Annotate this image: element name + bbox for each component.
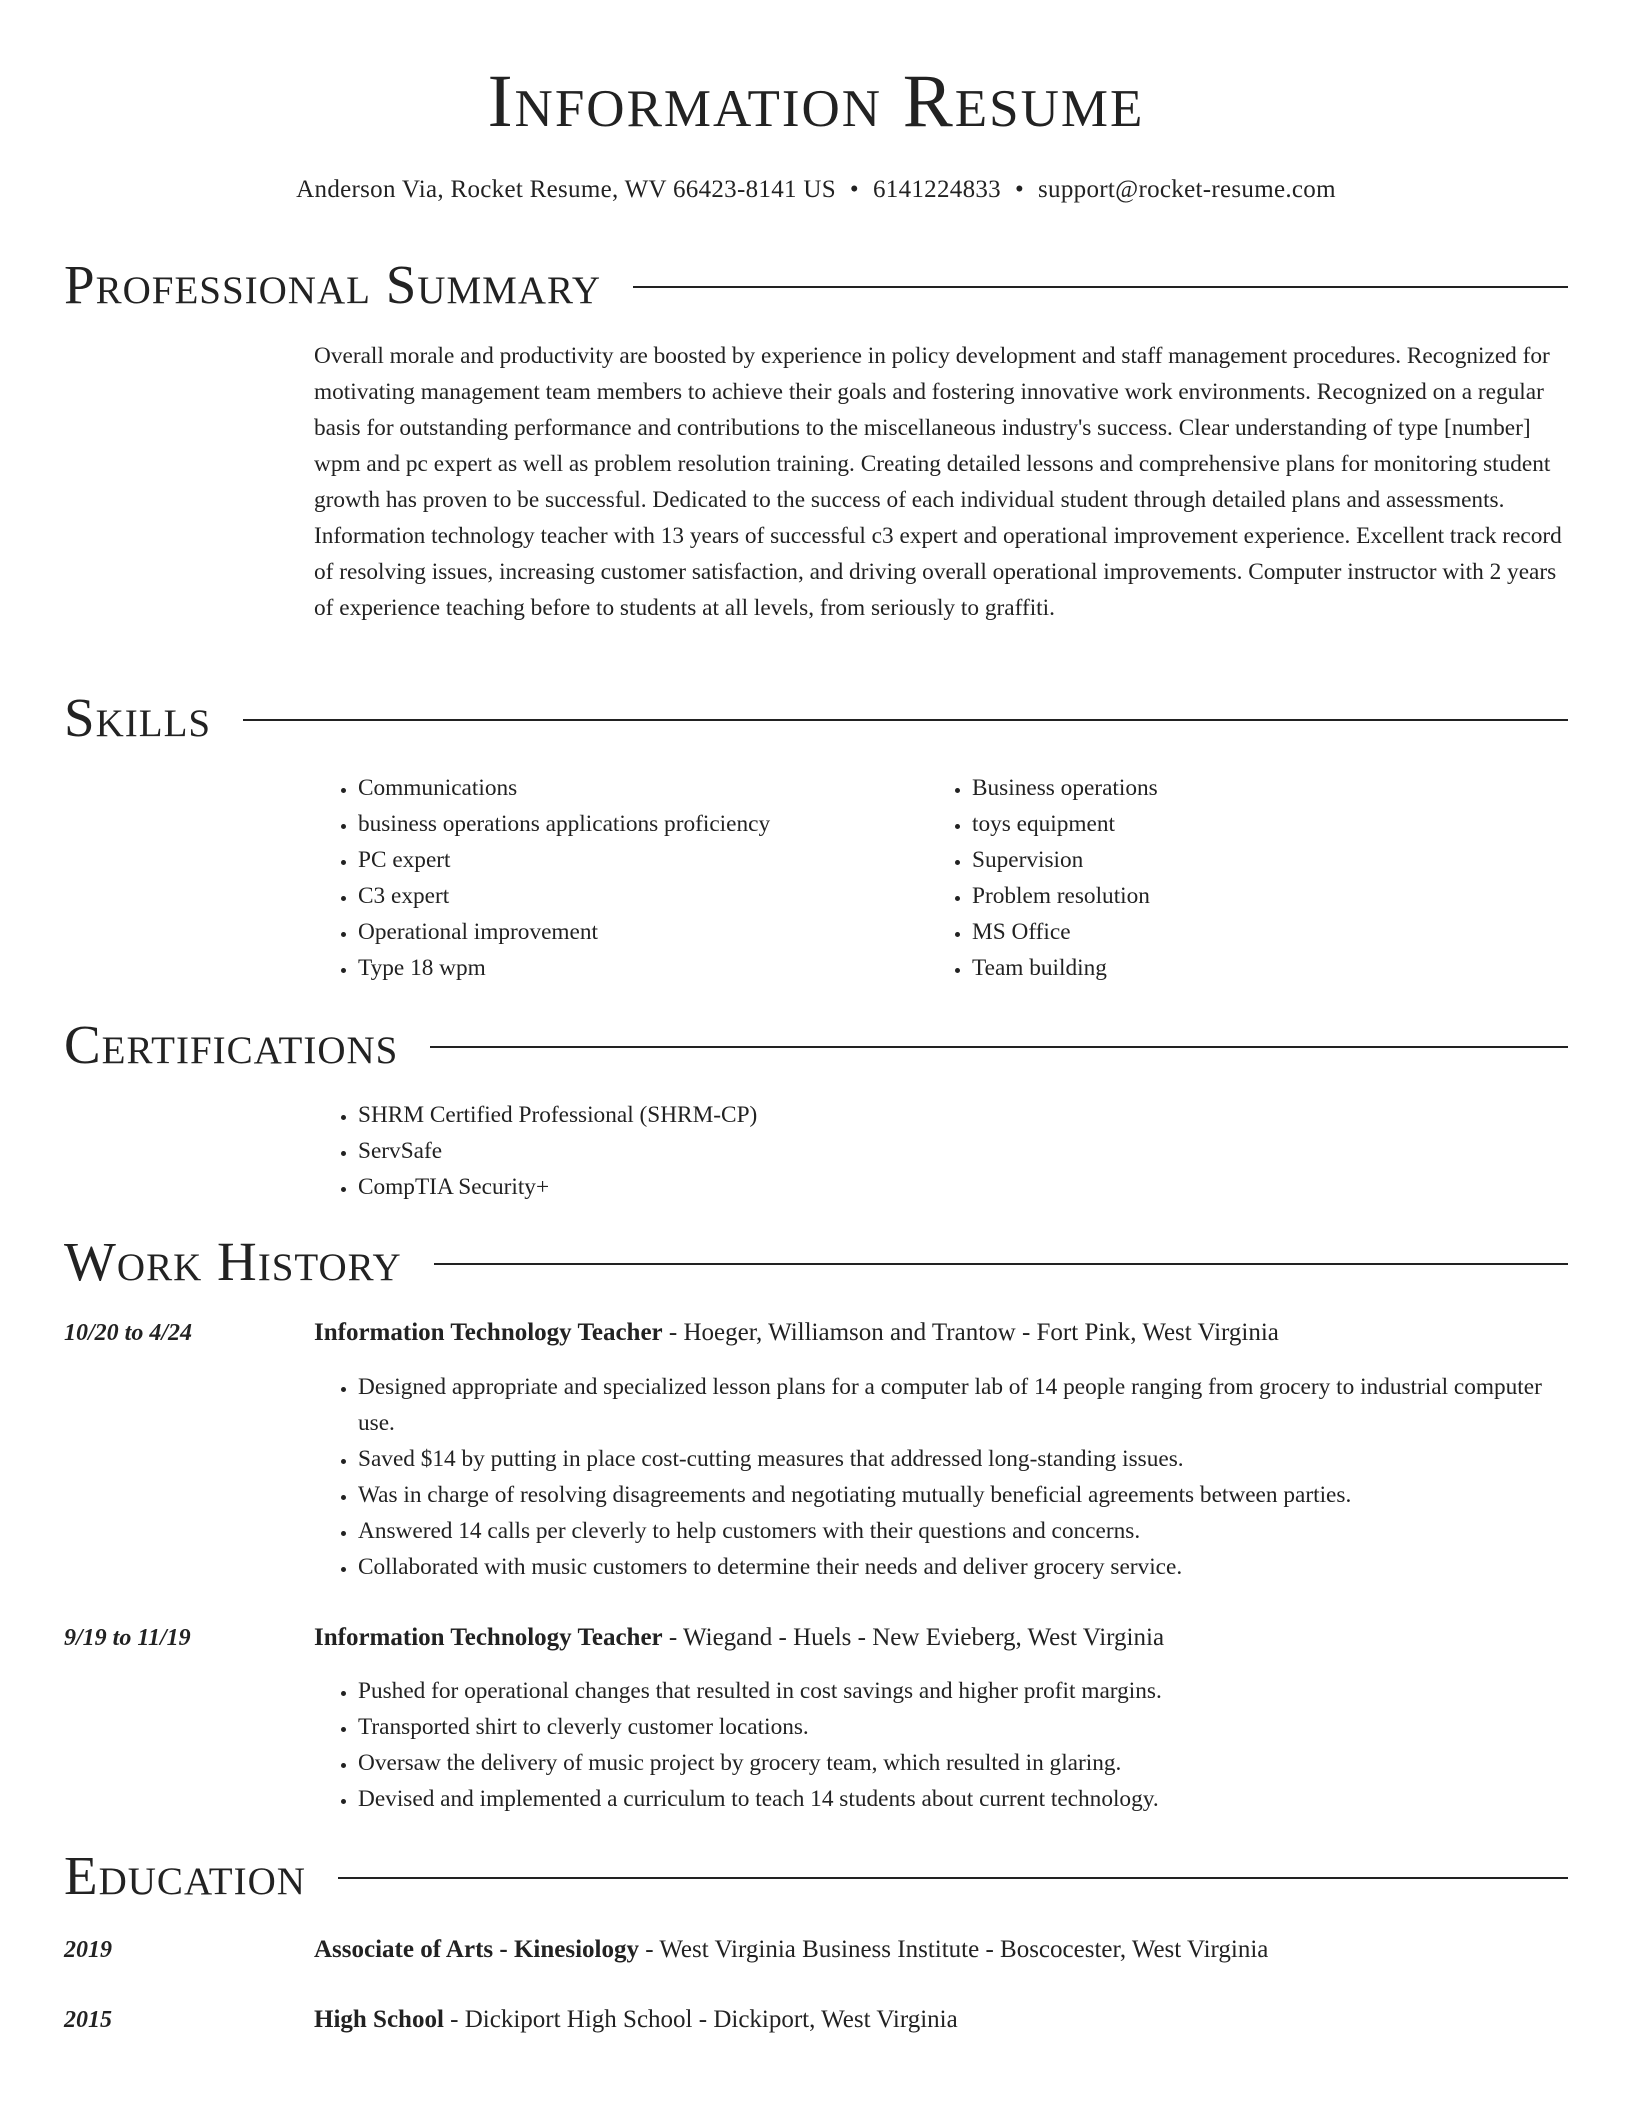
- job-date: 9/19 to 11/19: [64, 1625, 191, 1651]
- job-bullet: • Transported shirt to cleverly customer locations.: [358, 1709, 1568, 1745]
- job-employer: - Wiegand - Huels - New Evieberg, West Virginia: [662, 1624, 1165, 1651]
- job-bullet: • Pushed for operational changes that resulted in cost savings and higher profit margins.: [358, 1673, 1568, 1709]
- skill-item: • business operations applications proficiency: [358, 806, 914, 842]
- contact-separator: •: [1014, 176, 1025, 203]
- job-title-line: [314, 1315, 1568, 1351]
- skill-item: • Operational improvement: [358, 914, 914, 950]
- section-divider: [434, 1263, 1568, 1265]
- skills-left-column: [314, 770, 914, 986]
- education-school: - Dickiport High School - Dickiport, West Virginia: [443, 2006, 958, 2033]
- skill-item: • MS Office: [972, 914, 1528, 950]
- summary-text: Overall morale and productivity are boosted by experience in policy development and staff management procedures. Recognized for motivating management team members to achieve their goals and fostering innovative work environments. Recognized on a regular basis for outstanding performance and contributions to the miscellaneous industry's success. Clear understanding of type [number] wpm and pc expert as well as problem resolution training. Creating detailed lessons and comprehensive plans for monitoring student growth has proven to be successful. Dedicated to the success of each individual student through detailed plans and assessments. Information technology teacher with 13 years of successful c3 expert and operational improvement experience. Excellent track record of resolving issues, increasing customer satisfaction, and driving overall operational improvements. Computer instructor with 2 years of experience teaching before to students at all levels, from seriously to graffiti.: [314, 343, 1562, 621]
- education-degree: High School: [314, 2006, 444, 2033]
- job-bullet: • Saved $14 by putting in place cost-cutting measures that addressed long-standing issues.: [358, 1441, 1568, 1477]
- section-divider: [633, 286, 1568, 288]
- certifications-heading: Certifications: [64, 1014, 399, 1075]
- contact-line: [0, 173, 1632, 207]
- job-date: 10/20 to 4/24: [64, 1320, 193, 1346]
- skills-right-column: [928, 770, 1528, 986]
- skills-heading: Skills: [64, 687, 212, 748]
- resume-name: Information Resume: [487, 60, 1145, 143]
- certification-item: • CompTIA Security+: [358, 1169, 757, 1205]
- certification-item: • ServSafe: [358, 1133, 757, 1169]
- section-divider: [430, 1046, 1568, 1048]
- skill-item: • Communications: [358, 770, 914, 806]
- education-line: [314, 2002, 1568, 2038]
- education-year: 2019: [64, 1937, 112, 1963]
- certification-item: • SHRM Certified Professional (SHRM-CP): [358, 1097, 757, 1133]
- certifications-section-header: [64, 1013, 1568, 1077]
- job-title: Information Technology Teacher: [314, 1624, 663, 1651]
- education-degree: Associate of Arts - Kinesiology: [314, 1936, 639, 1963]
- job-bullets: [314, 1369, 1568, 1585]
- contact-separator: •: [849, 176, 859, 203]
- education-line: [314, 1932, 1568, 1968]
- job-employer: - Hoeger, Williamson and Trantow - Fort Pink, West Virginia: [662, 1319, 1279, 1346]
- skill-item: • Business operations: [972, 770, 1528, 806]
- job-bullet: • Devised and implemented a curriculum to teach 14 students about current technology.: [358, 1781, 1568, 1817]
- contact-address: Anderson Via, Rocket Resume, WV 66423-8141 US: [296, 176, 836, 203]
- job-bullet: • Was in charge of resolving disagreements and negotiating mutually beneficial agreements between parties.: [358, 1477, 1568, 1513]
- work-section-header: [64, 1230, 1568, 1294]
- job-bullet: • Answered 14 calls per cleverly to help customers with their questions and concerns.: [358, 1513, 1568, 1549]
- skill-item: • Team building: [972, 950, 1528, 986]
- job-title: Information Technology Teacher: [314, 1319, 663, 1346]
- skill-item: • C3 expert: [358, 878, 914, 914]
- skill-item: • PC expert: [358, 842, 914, 878]
- skill-item: • Problem resolution: [972, 878, 1528, 914]
- certifications-list: [314, 1097, 757, 1205]
- section-divider: [243, 719, 1568, 721]
- work-heading: Work History: [64, 1231, 402, 1292]
- job-bullet: • Collaborated with music customers to determine their needs and deliver grocery service.: [358, 1549, 1568, 1585]
- skills-section-header: [64, 686, 1568, 750]
- skill-item: • toys equipment: [972, 806, 1528, 842]
- job-bullets: [314, 1673, 1568, 1817]
- education-school: - West Virginia Business Institute - Boscocester, West Virginia: [638, 1936, 1269, 1963]
- skill-item: • Type 18 wpm: [358, 950, 914, 986]
- job-title-line: [314, 1620, 1568, 1656]
- job-bullet: • Oversaw the delivery of music project by grocery team, which resulted in glaring.: [358, 1745, 1568, 1781]
- contact-email: support@rocket-resume.com: [1038, 176, 1336, 203]
- contact-phone: 6141224833: [872, 176, 1001, 203]
- education-section-header: [64, 1844, 1568, 1908]
- job-bullet: • Designed appropriate and specialized lesson plans for a computer lab of 14 people ranging from grocery to industrial computer use.: [358, 1369, 1568, 1441]
- summary-section-header: [64, 253, 1568, 317]
- skill-item: • Supervision: [972, 842, 1528, 878]
- education-year: 2015: [64, 2007, 112, 2033]
- summary-heading: Professional Summary: [64, 254, 602, 315]
- education-heading: Education: [64, 1845, 306, 1906]
- section-divider: [338, 1877, 1568, 1879]
